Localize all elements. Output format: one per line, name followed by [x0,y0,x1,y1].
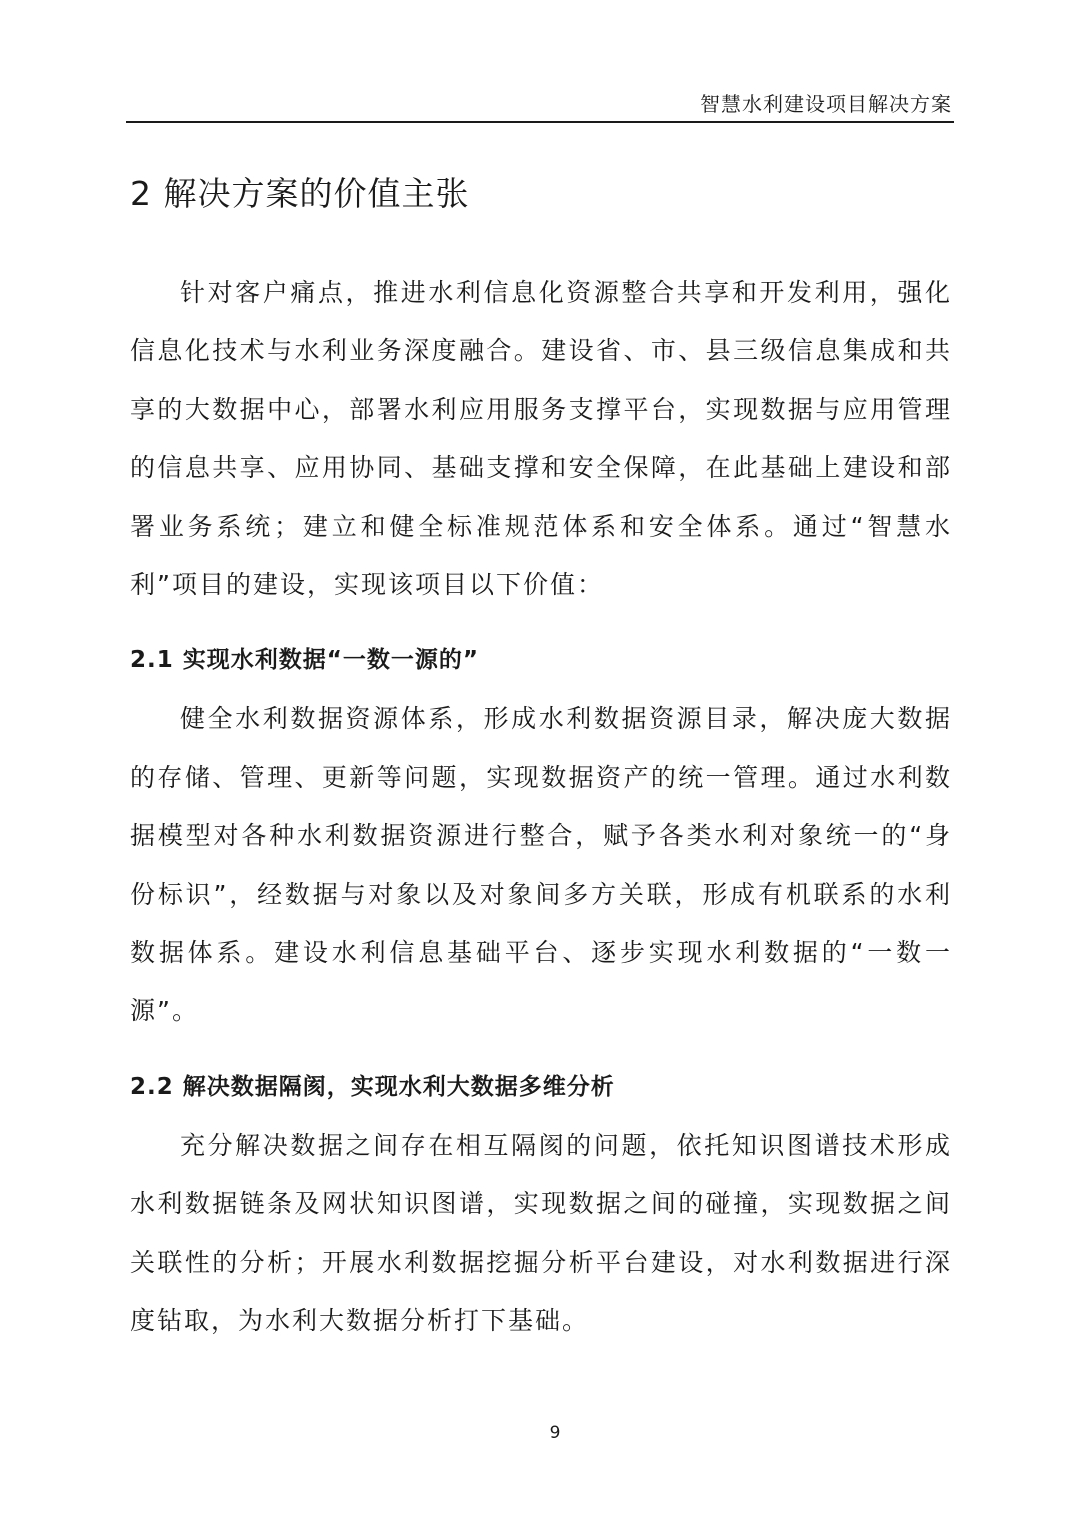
header-rule [126,121,954,123]
section-intro-paragraph: 针对客户痛点，推进水利信息化资源整合共享和开发利用，强化信息化技术与水利业务深度融合。建设省、市、县三级信息集成和共享的大数据中心，部署水利应用服务支撑平台，实现数据与应用管理的信息共享、应用协同、基础支撑和安全保障，在此基础上建设和部署业务系统；建立和健全标准规范体系和安全体系。通过“智慧水利”项目的建设，实现该项目以下价值： [130,278,952,600]
subsection-title-2-2: 2.2 解决数据隔阂，实现水利大数据多维分析 [130,1073,615,1100]
running-header: 智慧水利建设项目解决方案 [700,92,952,116]
subsection-title-2-1: 2.1 实现水利数据“一数一源的” [130,647,479,674]
document-body [130,170,952,1351]
subsection-paragraph-2-2: 充分解决数据之间存在相互隔阂的问题，依托知识图谱技术形成水利数据链条及网状知识图谱，实现数据之间的碰撞，实现数据之间关联性的分析；开展水利数据挖掘分析平台建设，对水利数据进行深度钻取，为水利大数据分析打下基础。 [130,1130,952,1336]
subsection-paragraph-2-1: 健全水利数据资源体系，形成水利数据资源目录，解决庞大数据的存储、管理、更新等问题，实现数据资产的统一管理。通过水利数据模型对各种水利数据资源进行整合，赋予各类水利对象统一的“身份标识”，经数据与对象以及对象间多方关联，形成有机联系的水利数据体系。建设水利信息基础平台、逐步实现水利数据的“一数一源”。 [130,704,952,1026]
page-number: 9 [549,1423,561,1443]
section-title: 2 解决方案的价值主张 [130,174,470,213]
